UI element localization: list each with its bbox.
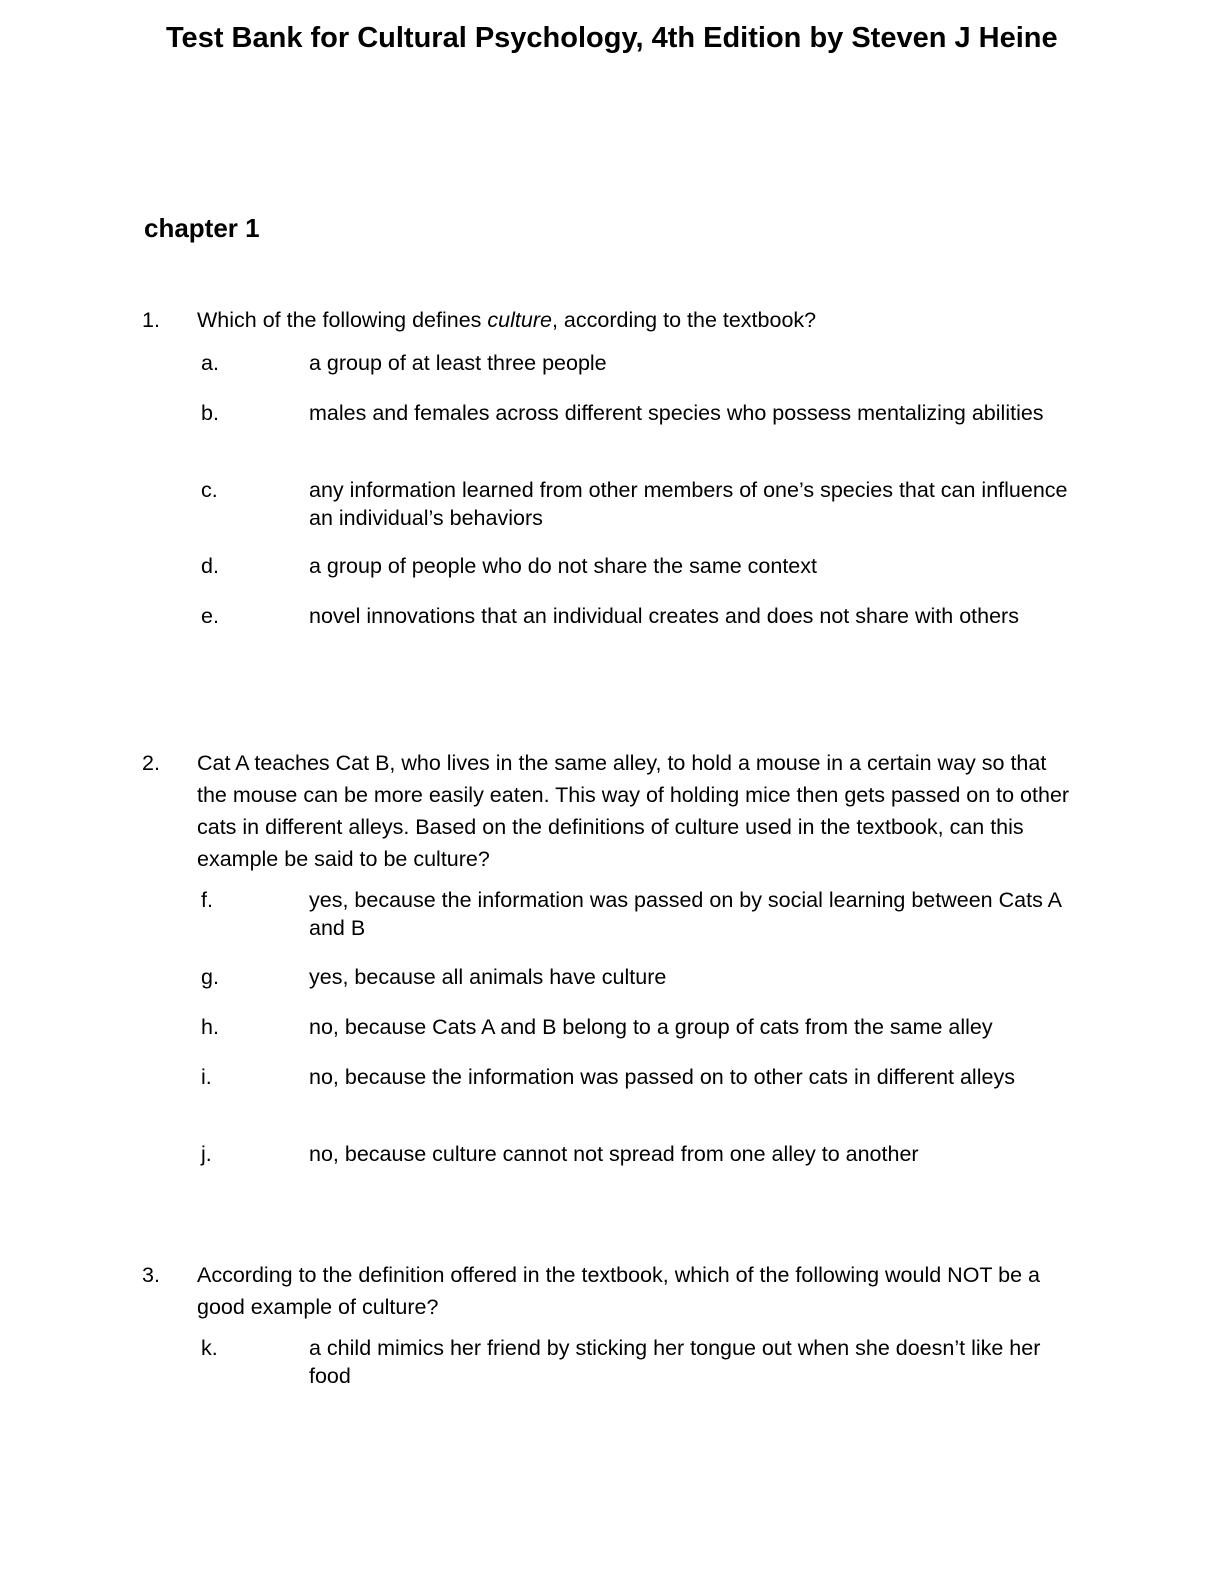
option-text: males and females across different species who possess mentalizing abilities: [309, 401, 1044, 425]
question-text: Which of the following defines culture, according to the textbook?: [197, 308, 817, 332]
option-letter: k.: [201, 1336, 218, 1360]
option-text: yes, because the information was passed on by social learning between Cats A and B: [309, 888, 1061, 940]
option-letter: j.: [201, 1142, 212, 1166]
option-letter: c.: [201, 478, 218, 502]
question-text: According to the definition offered in the textbook, which of the following would NOT be a good example of culture?: [197, 1263, 1040, 1319]
option-letter: e.: [201, 604, 219, 628]
option-letter: i.: [201, 1065, 212, 1089]
document-title: Test Bank for Cultural Psychology, 4th Edition by Steven J Heine: [166, 22, 1058, 54]
chapter-heading: chapter 1: [144, 213, 260, 243]
option-letter: a.: [201, 351, 219, 375]
option-text: no, because culture cannot not spread from one alley to another: [309, 1142, 919, 1166]
option-text: any information learned from other members of one’s species that can influence an individual’s behaviors: [309, 478, 1068, 530]
option-text: no, because Cats A and B belong to a group of cats from the same alley: [309, 1015, 993, 1039]
option-letter: g.: [201, 965, 219, 989]
option-letter: b.: [201, 401, 219, 425]
option-text: a group of people who do not share the same context: [309, 554, 817, 578]
option-text: a group of at least three people: [309, 351, 607, 375]
option-text: novel innovations that an individual creates and does not share with others: [309, 604, 1019, 628]
emphasized-term: culture: [487, 308, 552, 332]
option-letter: d.: [201, 554, 219, 578]
question-number: 3.: [142, 1263, 160, 1287]
option-text: yes, because all animals have culture: [309, 965, 667, 989]
question-text: Cat A teaches Cat B, who lives in the same alley, to hold a mouse in a certain way so that the mouse can be more easily eaten. This way of holding mice then gets passed on to other cats in different alleys. Based on the definitions of culture used in the textbook, can this example be said to be culture?: [197, 751, 1070, 871]
option-text: a child mimics her friend by sticking her tongue out when she doesn’t like her food: [309, 1336, 1041, 1388]
option-letter: h.: [201, 1015, 219, 1039]
question-number: 1.: [142, 308, 160, 332]
option-letter: f.: [201, 888, 213, 912]
question-number: 2.: [142, 751, 160, 775]
option-text: no, because the information was passed on to other cats in different alleys: [309, 1065, 1015, 1089]
